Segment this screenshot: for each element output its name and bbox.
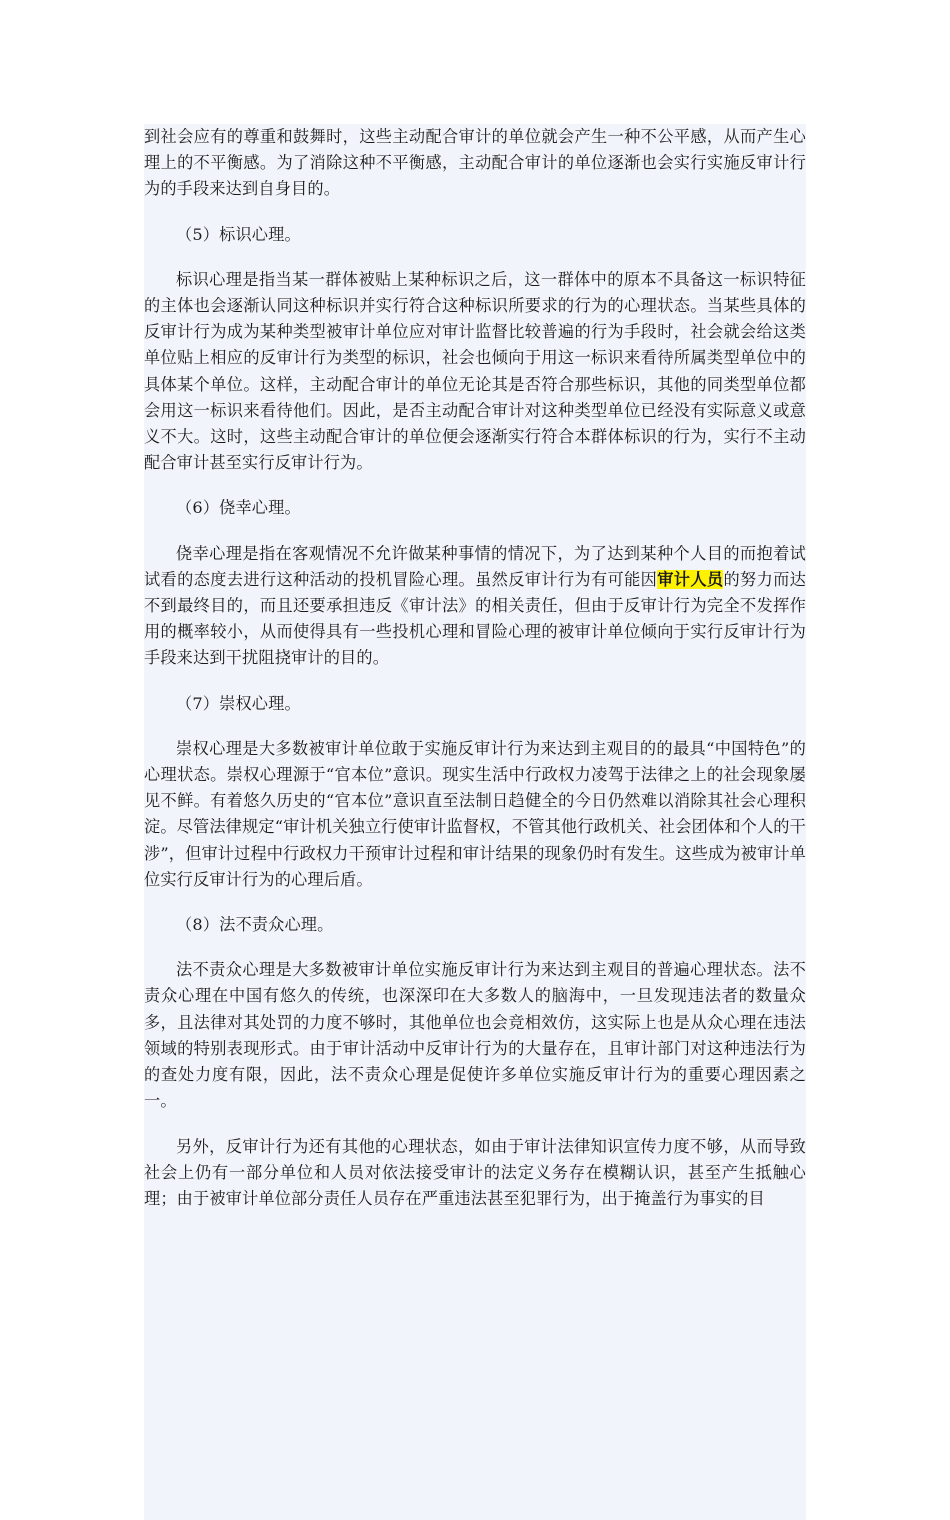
document-body bbox=[144, 124, 806, 1520]
paragraph-continuation: 到社会应有的尊重和鼓舞时，这些主动配合审计的单位就会产生一种不公平感，从而产生心理上的不平衡感。为了消除这种不平衡感，主动配合审计的单位逐渐也会实行实施反审计行为的手段来达到自身目的。 bbox=[144, 127, 806, 199]
paragraph-other-psychology: 另外，反审计行为还有其他的心理状态，如由于审计法律知识宣传力度不够，从而导致社会上仍有一部分单位和人员对依法接受审计的法定义务存在模糊认识，甚至产生抵触心理；由于被审计单位部分责任人员存在严重违法甚至犯罪行为，出于掩盖行为事实的目 bbox=[144, 1136, 806, 1208]
paragraph-power-worship-psychology: 崇权心理是大多数被审计单位敢于实施反审计行为来达到主观目的的最具“中国特色”的心理状态。崇权心理源于“官本位”意识。现实生活中行政权力凌驾于法律之上的社会现象屡见不鲜。有着悠久历史的“官本位”意识直至法制日趋健全的今日仍然难以消除其社会心理积淀。尽管法律规定“审计机关独立行使审计监督权，不管其他行政机关、社会团体和个人的干涉”，但审计过程中行政权力干预审计过程和审计结果的现象仍时有发生。这些成为被审计单位实行反审计行为的心理后盾。 bbox=[144, 738, 806, 889]
heading-power-worship-psychology: （7）崇权心理。 bbox=[176, 693, 301, 713]
paragraph-text-segment: 侥幸心理是指在客观情况不允许做某种事情的情况下，为了达到某种个人目的而抱着试试看的态度去进行这种活动的投机冒险心理。虽然反审计行为有可能因 bbox=[144, 543, 806, 589]
paragraph-text-segment: 的努力而达不到最终目的，而且还要承担违反《审计法》的相关责任，但由于反审计行为完全不发挥作用的概率较小，从而使得具有一些投机心理和冒险心理的被审计单位倾向于实行反审计行为手段来达到干扰阻挠审计的目的。 bbox=[144, 569, 807, 668]
paragraph-luck-psychology bbox=[144, 541, 806, 672]
highlighted-term: 审计人员 bbox=[657, 569, 724, 589]
paragraph-law-not-punish-many-psychology: 法不责众心理是大多数被审计单位实施反审计行为来达到主观目的普遍心理状态。法不责众心理在中国有悠久的传统，也深深印在大多数人的脑海中，一旦发现违法者的数量众多，且法律对其处罚的力度不够时，其他单位也会竞相效仿，这实际上也是从众心理在违法领域的特别表现形式。由于审计活动中反审计行为的大量存在，且审计部门对这种违法行为的查处力度有限，因此，法不责众心理是促使许多单位实施反审计行为的重要心理因素之一。 bbox=[144, 960, 806, 1111]
heading-law-not-punish-many-psychology: （8）法不责众心理。 bbox=[176, 915, 334, 935]
heading-identification-psychology: （5）标识心理。 bbox=[176, 224, 301, 244]
heading-luck-psychology: （6）侥幸心理。 bbox=[176, 498, 301, 518]
paragraph-identification-psychology: 标识心理是指当某一群体被贴上某种标识之后，这一群体中的原本不具备这一标识特征的主体也会逐渐认同这种标识并实行符合这种标识所要求的行为的心理状态。当某些具体的反审计行为成为某种类型被审计单位应对审计监督比较普遍的行为手段时，社会就会给这类单位贴上相应的反审计行为类型的标识，社会也倾向于用这一标识来看待所属类型单位中的具体某个单位。这样，主动配合审计的单位无论其是否符合那些标识，其他的同类型单位都会用这一标识来看待他们。因此，是否主动配合审计对这种类型单位已经没有实际意义或意义不大。这时，这些主动配合审计的单位便会逐渐实行符合本群体标识的行为，实行不主动配合审计甚至实行反审计行为。 bbox=[144, 269, 806, 473]
